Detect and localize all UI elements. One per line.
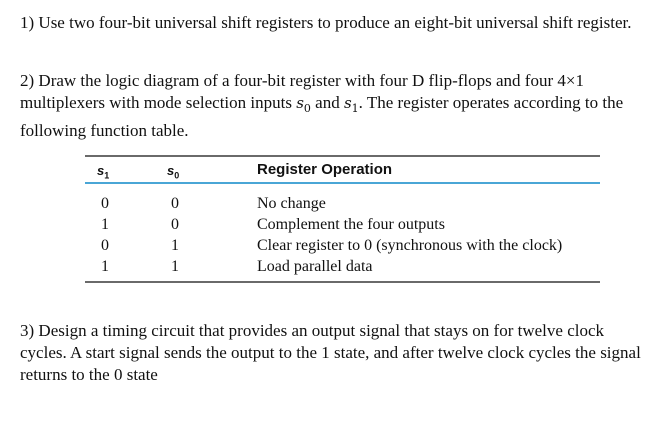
cell-s1: 0 xyxy=(101,195,109,212)
header-register-operation: Register Operation xyxy=(257,161,393,178)
question-1: 1) Use two four-bit universal shift registers to produce an eight-bit universal shift register. xyxy=(20,13,632,32)
table-bottom-rule xyxy=(85,281,600,283)
s0-variable: $s_0$ xyxy=(296,94,311,115)
cell-s1: 0 xyxy=(101,237,109,254)
cell-s1: 1 xyxy=(101,216,109,233)
table-body xyxy=(85,193,600,277)
cell-operation: Complement the four outputs xyxy=(257,216,445,233)
cell-s1: 1 xyxy=(101,258,109,275)
question-3: 3) Design a timing circuit that provides an output signal that stays on for twelve clock cycles. A start signal sends the output to the 1 state, and after twelve clock cycles the signal returns to the 0 state xyxy=(20,321,641,384)
cell-s0: 0 xyxy=(171,216,179,233)
question-2 xyxy=(20,70,650,142)
table-header-rule xyxy=(85,182,600,184)
table-row xyxy=(85,256,600,277)
question-2-and: and xyxy=(310,93,344,112)
cell-s0: 1 xyxy=(171,237,179,254)
cell-operation: No change xyxy=(257,195,326,212)
cell-s0: 1 xyxy=(171,258,179,275)
s1-variable: $s_1$ xyxy=(343,94,359,115)
table-row xyxy=(85,235,600,256)
question-2-text-start: 2) Draw the logic diagram of a four-bit register with four D flip-flops and four 4×1 multiplexers with mode selection inputs xyxy=(20,71,584,112)
cell-s0: 0 xyxy=(171,195,179,212)
table-top-rule xyxy=(85,155,600,157)
table-row xyxy=(85,193,600,214)
header-s0: $s_0$ xyxy=(167,163,180,181)
function-table xyxy=(85,155,600,285)
question-2-text-end: . The register operates according to the following function table. xyxy=(20,93,624,140)
header-s1: $s_1$ xyxy=(97,163,110,181)
cell-operation: Clear register to 0 (synchronous with the clock) xyxy=(257,237,563,254)
cell-operation: Load parallel data xyxy=(257,258,373,275)
table-row xyxy=(85,214,600,235)
